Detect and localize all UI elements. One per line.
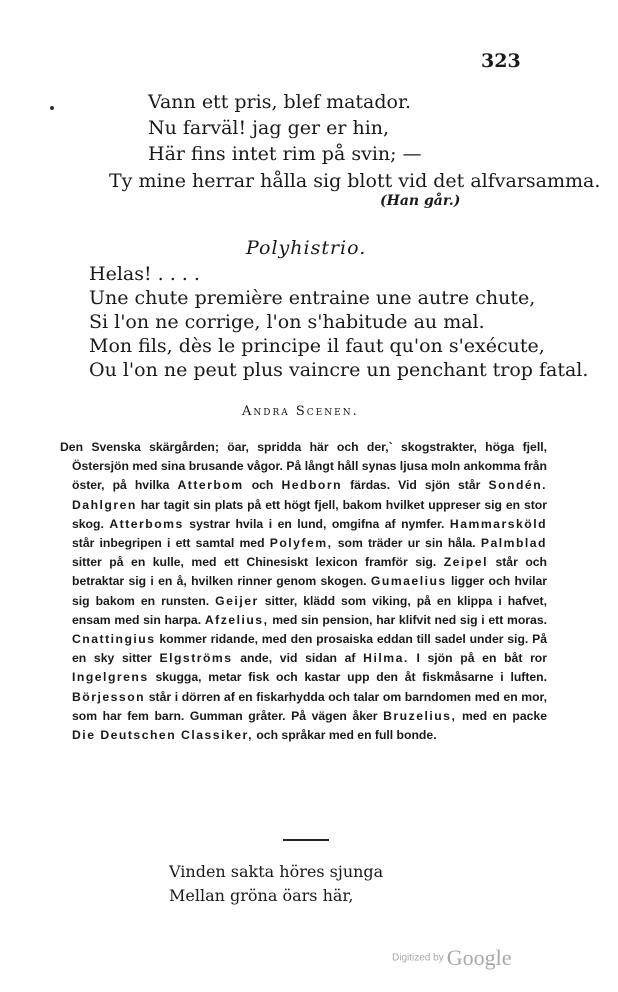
verse-line: Une chute première entraine une autre chute, [89, 287, 536, 309]
verse-line: Vann ett pris, blef matador. [148, 91, 412, 113]
verse-stanza-top [148, 89, 422, 167]
character-name: Börjesson [72, 689, 146, 704]
stage-direction: Den Svenska skärgården; öar, spridda här och der,` skogstrakter, höga fjell, Östersjön med sina brusande vågor. På långt håll synas ljusa moln ankomma från öster, på hvilka Atterbom och Hedborn färdas. Vid sjön står Sondén. Dahlgren har tagit sin plats på ett högt fjell, bakom hvilket uppreser sig en stor skog. Atterboms systrar hvila i en lund, omgifna af nymfer. Hammarsköld står inbegripen i ett samtal med Polyfem, som träder ur sin håla. Palmblad sitter på en kulle, med ett Chinesiskt lexicon framför sig. Zeipel står och betraktar sig i en å, hvilken rinner genom skogen. Gumaelius ligger och hvilar sig bakom en runsten. Geijer sitter, klädd som viking, på en klippa i hafvet, ensam med sin harpa. Afzelius, med sin pension, har klifvit ned sig i ett moras. Cnattingius kommer ridande, med den prosaiska eddan till sadel under sig. På en sky sitter Elgströms ande, vid sidan af Hilma. I sjön på en båt ror Ingelgrens skugga, metar fisk och kastar upp den åt fiskmåsarne i luften. Börjesson står i dörren af en fiskarhydda och talar om barndomen med en mor, som har fem barn. Gumman gråter. På vägen åker Bruzelius, med en packe Die Deutschen Classiker, och språkar med en full bonde. [60, 440, 548, 743]
character-name: Hedborn [281, 478, 343, 493]
character-name: Atterboms [109, 516, 184, 531]
character-name: Hilma. [363, 651, 409, 666]
verse-line: Ou l'on ne peut plus vaincre un penchant trop fatal. [89, 359, 589, 381]
section-divider [283, 839, 329, 841]
verse-line: Si l'on ne corrige, l'on s'habitude au mal. [89, 311, 485, 333]
character-name: Bruzelius, [383, 708, 457, 723]
verse-line: Helas! . . . . [89, 263, 200, 285]
character-name: Hammarsköld [449, 516, 548, 531]
verse-line: Mon fils, dès le principe il faut qu'on s'exécute, [89, 335, 545, 357]
stage-exit-note: (Han går.) [380, 193, 461, 209]
verse-line-long: Ty mine herrar hålla sig blott vid det alfvarsamma. [109, 170, 601, 192]
verse-line: Vinden sakta höres sjunga [169, 862, 384, 881]
scene-heading: Andra Scenen. [242, 404, 359, 419]
character-name: Sondén. [488, 478, 548, 493]
google-logo: Google [446, 945, 512, 970]
speaker-name: Polyhistrio. [246, 237, 367, 259]
digitization-watermark [392, 945, 511, 971]
verse-line: Nu farväl! jag ger er hin, [148, 117, 390, 139]
character-name: Elgströms [159, 651, 233, 666]
ink-speck [50, 106, 54, 110]
character-name: Afzelius, [204, 612, 269, 627]
character-name: Gumaelius [370, 574, 447, 589]
watermark-prefix: Digitized by [392, 952, 444, 964]
verse-line: Här fins intet rim på svin; — [148, 143, 422, 165]
character-name: Geijer [215, 593, 259, 608]
book-title: Die Deutschen Classiker, [72, 728, 253, 743]
page-number: 323 [481, 50, 521, 72]
verse-line: Mellan gröna öars här, [169, 886, 354, 905]
character-name: Atterbom [177, 478, 244, 493]
character-name: Dahlgren [72, 497, 137, 512]
verse-stanza-bottom [169, 860, 383, 908]
character-name: Cnattingius [72, 632, 156, 647]
character-name: Zeipel [443, 555, 488, 570]
french-verse [89, 262, 588, 382]
character-name: Polyfem, [269, 536, 333, 551]
character-name: Ingelgrens [72, 670, 149, 685]
character-name: Palmblad [480, 536, 547, 551]
